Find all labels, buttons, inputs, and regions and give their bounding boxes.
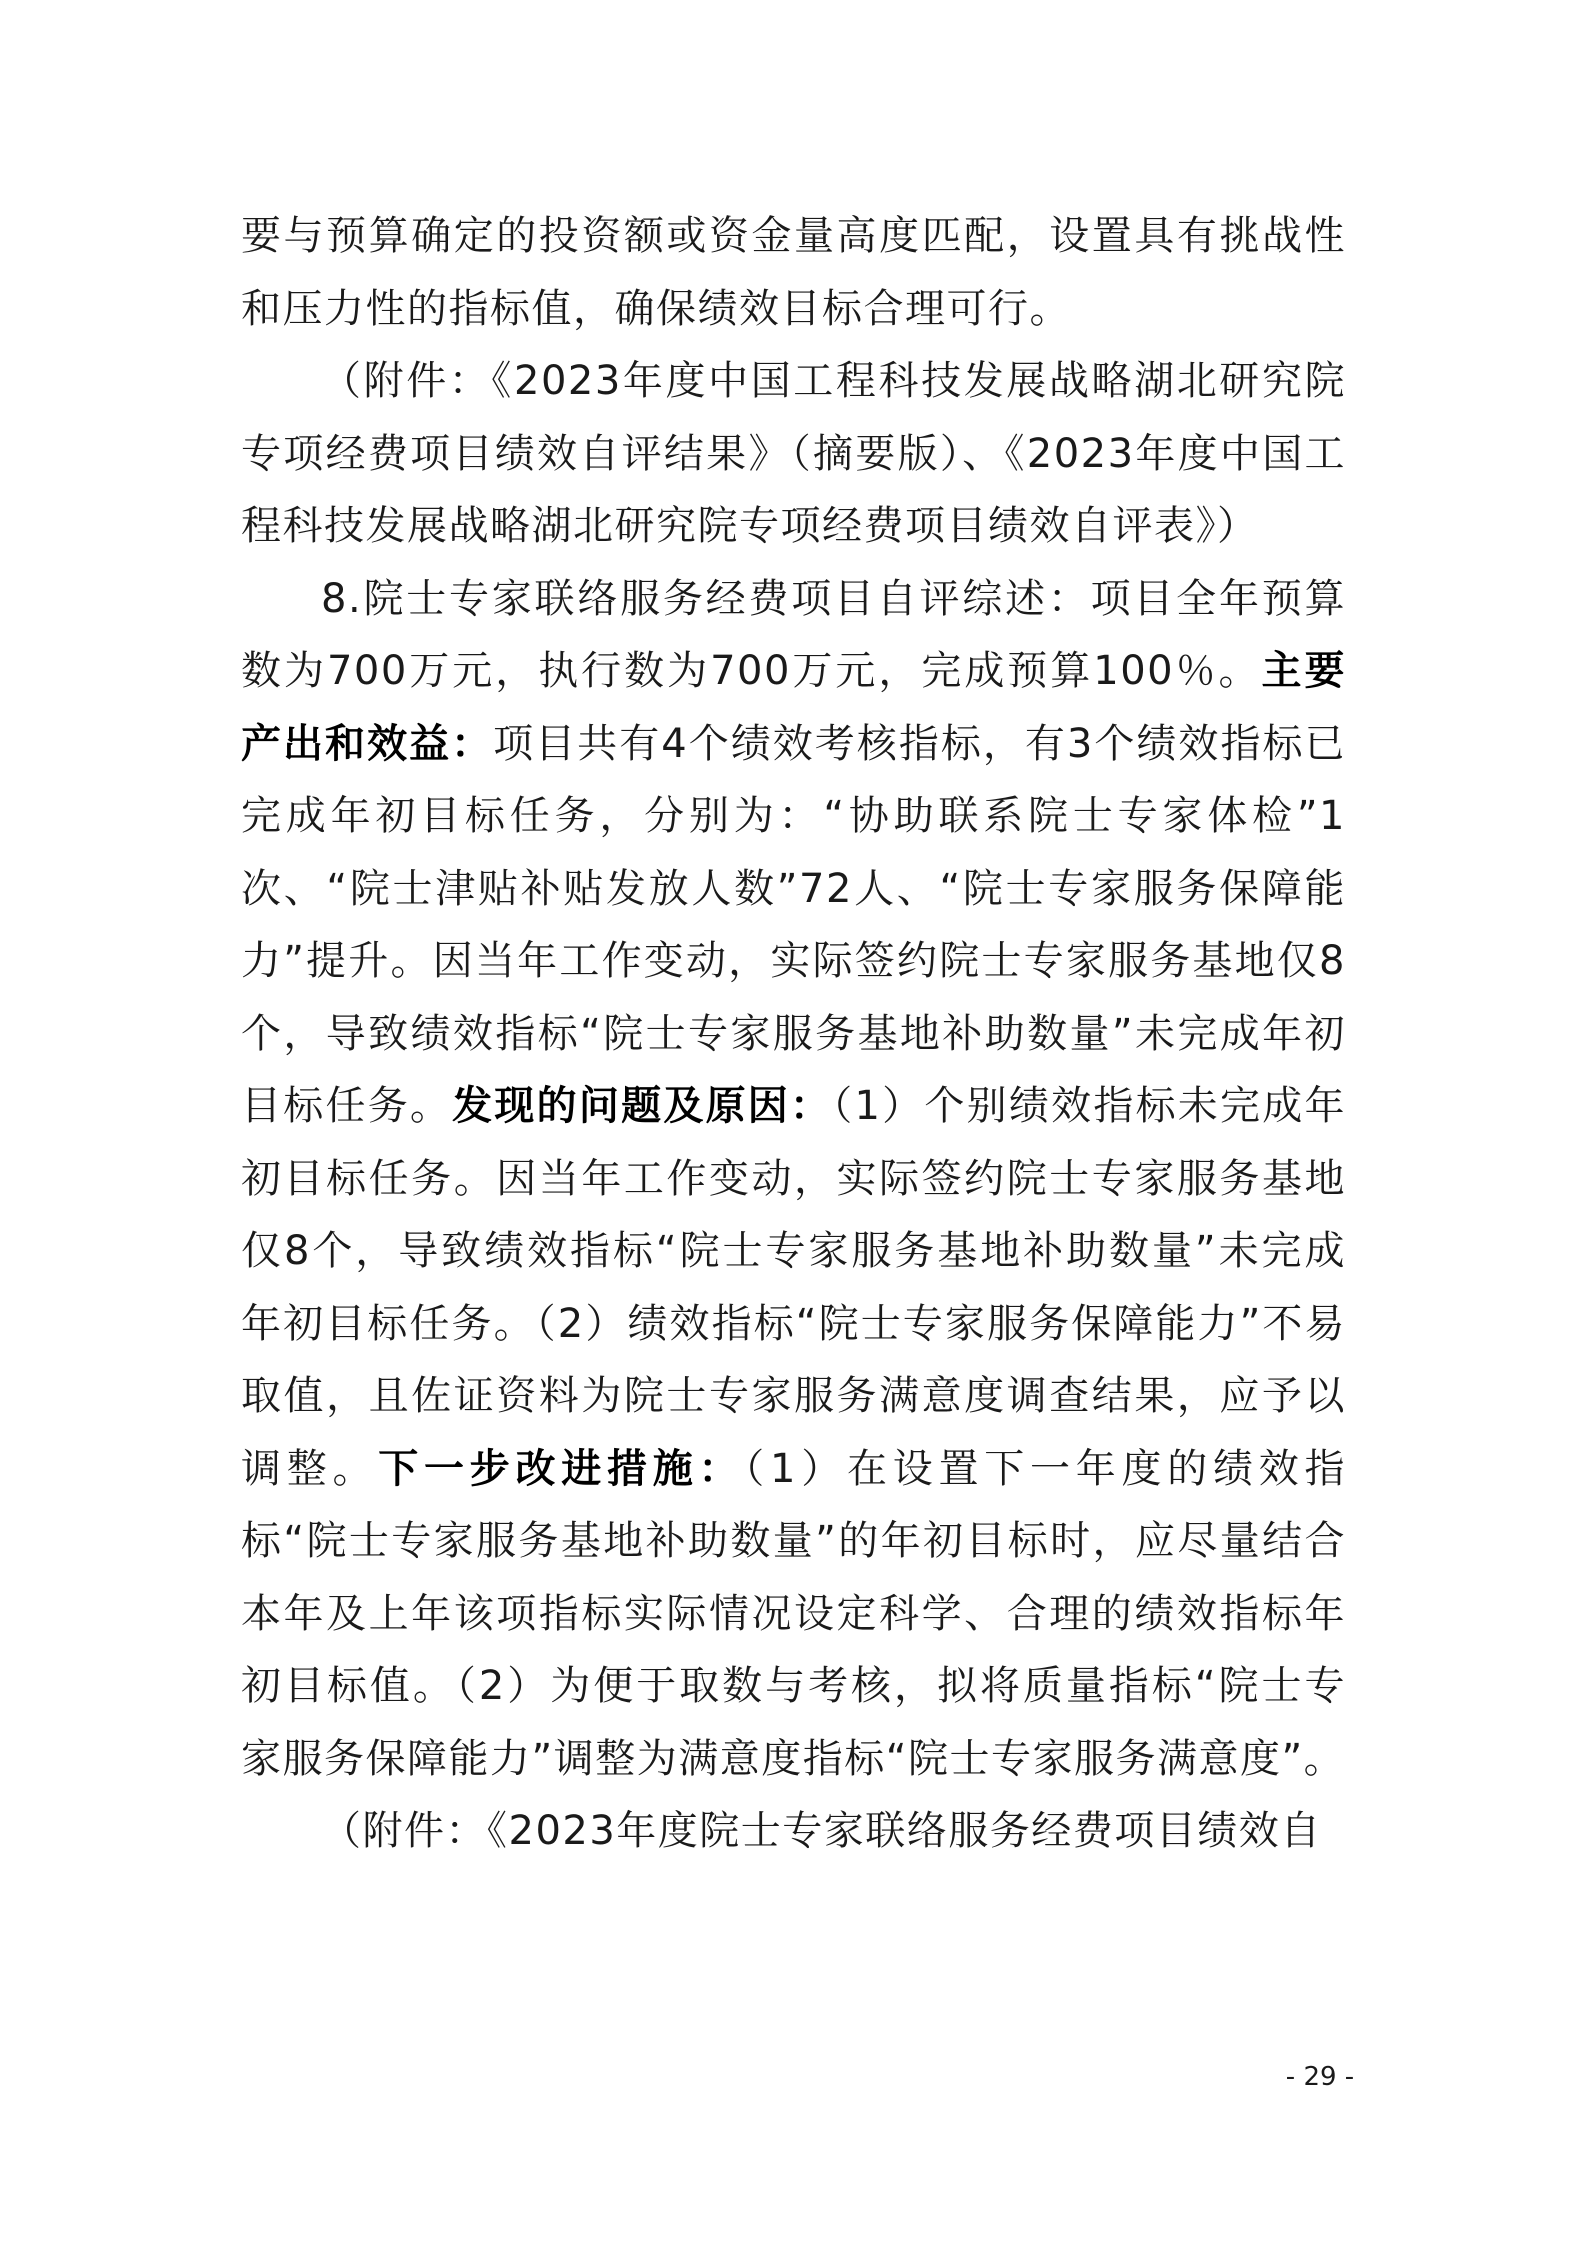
paragraph-section-8 <box>241 563 1346 1796</box>
paragraph-attachment-2: （附件：《2023年度院士专家联络服务经费项目绩效自 <box>321 1808 1322 1854</box>
paragraph-attachment-1: （附件：《2023年度中国工程科技发展战略湖北研究院专项经费项目绩效自评结果》（摘要版）、《2023年度中国工程科技发展战略湖北研究院专项经费项目绩效自评表》） <box>241 358 1346 549</box>
body-text <box>241 200 1346 1868</box>
outputs-text: 项目共有4个绩效考核指标，有3个绩效指标已完成年初目标任务，分别为：“协助联系院士专家体检”1次、“院士津贴补贴发放人数”72人、“院士专家服务保障能力”提升。因当年工作变动，实际签约院士专家服务基地仅8个，导致绩效指标“院士专家服务基地补助数量”未完成年初目标任务。 <box>241 720 1346 1129</box>
section-8-intro: 8.院士专家联络服务经费项目自评综述：项目全年预算数为700万元，执行数为700万元，完成预算100％。 <box>241 575 1346 694</box>
page-number: - 29 - <box>1285 2062 1355 2092</box>
measures-text: （1）在设置下一年度的绩效指标“院士专家服务基地补助数量”的年初目标时，应尽量结合本年及上年该项指标实际情况设定科学、合理的绩效指标年初目标值。（2）为便于取数与考核，拟将质量指标“院士专家服务保障能力”调整为满意度指标“院士专家服务满意度”。 <box>241 1445 1347 1782</box>
problems-text: （1）个别绩效指标未完成年初目标任务。因当年工作变动，实际签约院士专家服务基地仅8个，导致绩效指标“院士专家服务基地补助数量”未完成年初目标任务。（2）绩效指标“院士专家服务保障能力”不易取值，且佐证资料为院士专家服务满意度调查结果，应予以调整。 <box>241 1083 1347 1492</box>
label-next-measures: 下一步改进措施： <box>378 1445 745 1492</box>
paragraph-continuation: 要与预算确定的投资额或资金量高度匹配，设置具有挑战性和压力性的指标值，确保绩效目标合理可行。 <box>241 213 1346 332</box>
label-main-outputs: 主要产出和效益： <box>241 648 1347 767</box>
label-problems: 发现的问题及原因： <box>452 1083 833 1129</box>
